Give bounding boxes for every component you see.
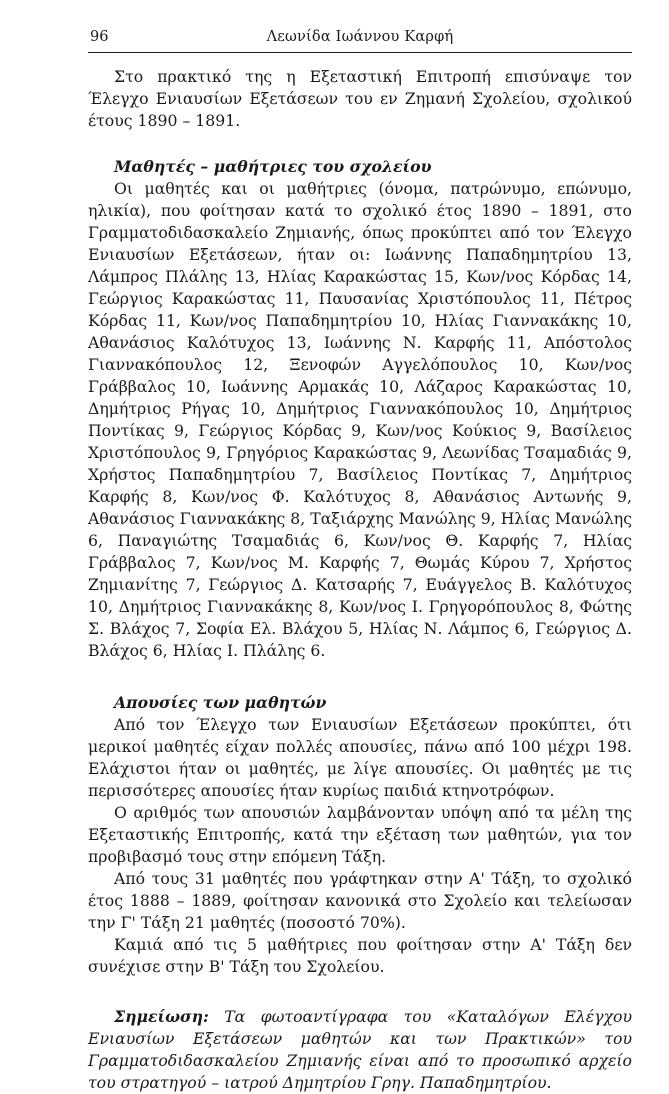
section-spacer xyxy=(88,662,632,692)
absences-paragraph-1: Από τον Έλεγχο των Ενιαυσίων Εξετάσεων προκύπτει, ότι μερικοί μαθητές είχαν πολλές απουσίες, πάνω από 100 μέχρι 198. Ελάχιστοι ήταν οι μαθητές, με λίγε απουσίες. Οι μαθητές με τις περισσότερες απουσίες ήταν κυρίως παιδιά κτηνοτρόφων. xyxy=(88,715,632,800)
note-label: Σημείωση: xyxy=(114,1007,209,1026)
intro-paragraph: Στο πρακτικό της η Εξεταστική Επιτροπή επισύναψε τον Έλεγχο Ενιαυσίων Εξετάσεων του εν Ζημανή Σχολείου, σχολικού έτους 1890 – 1891. xyxy=(88,67,632,130)
note-paragraph xyxy=(88,1006,632,1094)
students-paragraph: Οι μαθητές και οι μαθήτριες (όνομα, πατρώνυμο, επώνυμο, ηλικία), που φοίτησαν κατά το σχολικό έτος 1890 – 1891, στο Γραμματοδιδασκαλείο Ζημιανής, όπως προκύπτει από τον Έλεγχο Ενιαυσίων Εξετάσεων, ήταν οι: Ιωάννης Παπαδημητρίου 13, Λάμπρος Πλάλης 13, Ηλίας Καρακώστας 15, Κων/νος Κόρδας 14, Γεώργιος Καρακώστας 11, Παυσανίας Χριστόπουλος 11, Πέτρος Κόρδας 11, Κων/νος Παπαδημητρίου 10, Ηλίας Γιαννακάκης 10, Αθανάσιος Καλότυχος 13, Ιωάννης Ν. Καρφής 11, Απόστολος Γιαννακόπουλος 12, Ξενοφών Αγγελόπουλος 10, Κων/νος Γράββαλος 10, Ιωάννης Αρμακάς 10, Λάζαρος Καρακώστας 10, Δημήτριος Ρήγας 10, Δημήτριος Γιαννακόπουλος 10, Δημήτριος Ποντίκας 9, Γεώργιος Κόρδας 9, Κων/νος Κούκιος 9, Βασίλειος Χριστόπουλος 9, Γρηγόριος Καρακώστας 9, Λεωνίδας Τσαμαδιάς 9, Χρήστος Παπαδημητρίου 7, Βασίλειος Ποντίκας 7, Δημήτριος Καρφής 8, Κων/νος Φ. Καλότυχος 8, Αθανάσιος Αντωνής 9, Αθανάσιος Γιαννακάκης 8, Ταξιάρχης Μανώλης 9, Ηλίας Μανώλης 6, Παναγιώτης Τσαμαδιάς 6, Κων/νος Θ. Καρφής 7, Ηλίας Γράββαλος 7, Κων/νος Μ. Καρφής 7, Θωμάς Κύρου 7, Χρήστος Ζημιανίτης 7, Γεώργιος Δ. Κατσαρής 7, Ευάγγελος Β. Καλότυχος 10, Δημήτριος Γιαννακάκης 8, Κων/νος Ι. Γρηγορόπουλος 8, Φώτης Σ. Βλάχος 7, Σοφία Ελ. Βλάχου 5, Ηλίας Ν. Λάμπος 6, Γεώργιος Δ. Βλάχος 6, Ηλίας Ι. Πλάλης 6. xyxy=(88,179,632,660)
absences-paragraph-2: Ο αριθμός των απουσιών λαμβάνονταν υπόψη από τα μέλη της Εξεταστικής Επιτροπής, κατά την εξέταση των μαθητών, για τον προβιβασμό τους στην επόμενη Τάξη. xyxy=(88,803,632,866)
absences-paragraph-3: Από τους 31 μαθητές που γράφτηκαν στην Α' Τάξη, το σχολικό έτος 1888 – 1889, φοίτησαν κανονικά στο Σχολείο και τελείωσαν την Γ' Τάξη 21 μαθητές (ποσοστό 70%). xyxy=(88,869,632,932)
running-title: Λεωνίδα Ιωάννου Καρφή xyxy=(266,29,454,45)
absences-paragraph-4: Καμιά από τις 5 μαθήτριες που φοίτησαν στην Α' Τάξη δεν συνέχισε στην Β' Τάξη του Σχολείου. xyxy=(88,935,632,976)
running-header xyxy=(88,26,632,53)
section-spacer xyxy=(88,132,632,156)
page-body xyxy=(88,66,632,1094)
students-heading: Μαθητές – μαθήτριες του σχολείου xyxy=(114,157,432,176)
page-number: 96 xyxy=(90,29,109,45)
section-spacer xyxy=(88,978,632,1006)
note-text: Τα φωτοαντίγραφα του «Καταλόγων Ελέγχου Ενιαυσίων Εξετάσεων μαθητών και των Πρακτικών» του Γραμματοδιδασκαλείου Ζημιανής είναι από το προσωπικό αρχείο του στρατηγού – ιατρού Δημητρίου Γρηγ. Παπαδημητρίου. xyxy=(88,1007,632,1092)
absences-heading: Απουσίες των μαθητών xyxy=(114,693,327,712)
